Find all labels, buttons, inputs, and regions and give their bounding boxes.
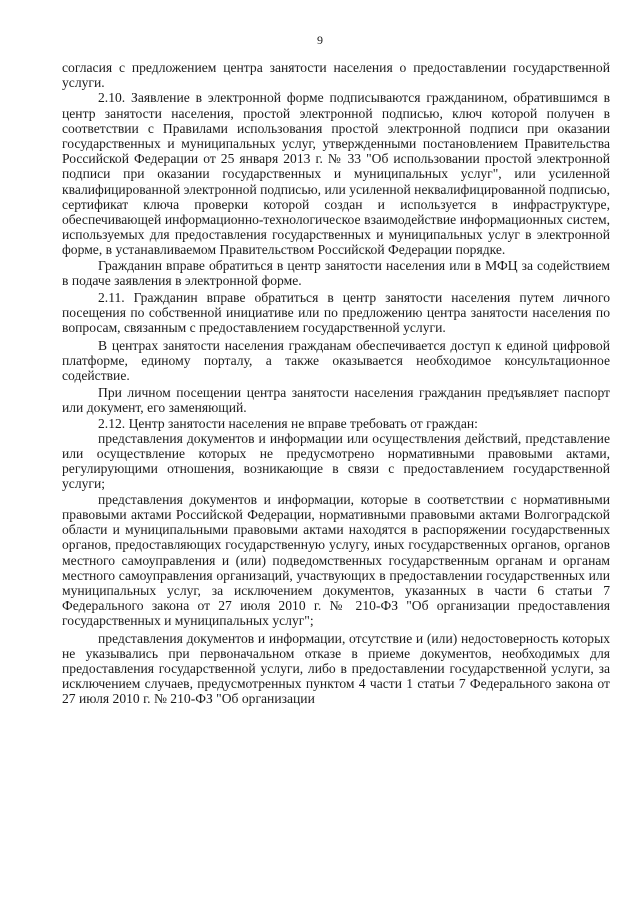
page-number: 9	[317, 33, 323, 47]
paragraph-mfc-assistance: Гражданин вправе обратиться в центр занятости населения или в МФЦ за содействием в подаче заявления в электронной форме.	[62, 257, 610, 288]
list-item-documents-in-possession: представления документов и информации, которые в соответствии с нормативными правовыми актами Российской Федерации, нормативными правовыми актами Волгоградской области и муниципальными правовыми актами находятся в распоряжении государственных органов, предоставляющих государственную услугу, иных государственных органов, органов местного самоуправления и (или) подведомственных государственным органам и органам местного самоуправления организаций, участвующих в предоставлении государственных или муниципальных услуг, за исключением документов, указанных в части 6 статьи 7 Федерального закона от 27 июля 2010 г. № 210-ФЗ "Об организации предоставления государственных и муниципальных услуг";	[62, 491, 610, 629]
paragraph-digital-platform-access: В центрах занятости населения гражданам обеспечивается доступ к единой цифровой платформе, единому порталу, а также оказывается необходимое консультационное содействие.	[62, 337, 610, 384]
list-item-undisclosed-documents: представления документов и информации, отсутствие и (или) недостоверность которых не указывались при первоначальном отказе в приеме документов, необходимых для предоставления государственной услуги, либо в предоставлении государственной услуги, за исключением случаев, предусмотренных пунктом 4 части 1 статьи 7 Федерального закона от 27 июля 2010 г. № 210-ФЗ "Об организации	[62, 630, 610, 707]
list-item-unregulated-documents: представления документов и информации или осуществления действий, представление или осуществление которых не предусмотрено нормативными правовыми актами, регулирующими отношения, возникающие в связи с предоставлением государственной услуги;	[62, 430, 610, 492]
paragraph-2-10: 2.10. Заявление в электронной форме подписываются гражданином, обратившимся в центр занятости населения, простой электронной подписью, ключ которой получен в соответствии с Правилами использования простой электронной подписи при оказании государственных и муниципальных услуг, утвержденными постановлением Правительства Российской Федерации от 25 января 2013 г. № 33 "Об использовании простой электронной подписи при оказании государственных и муниципальных услуг", или усиленной квалифицированной электронной подписью, или усиленной неквалифицированной подписью, сертификат ключа проверки которой создан и используется в инфраструктуре, обеспечивающей информационно-технологическое взаимодействие информационных систем, используемых для предоставления государственных и муниципальных услуг в электронной форме, в устанавливаемом Правительством Российской Федерации порядке.	[62, 90, 610, 258]
paragraph-passport: При личном посещении центра занятости населения гражданин предъявляет паспорт или документ, его заменяющий.	[62, 385, 610, 416]
paragraph-2-11: 2.11. Гражданин вправе обратиться в центр занятости населения путем личного посещения по собственной инициативе или по предложению центра занятости населения по вопросам, связанным с предоставлением государственной услуги.	[62, 290, 610, 336]
paragraph-continuation: согласия с предложением центра занятости населения о предоставлении государственной услуги.	[62, 60, 610, 91]
document-body	[62, 60, 610, 707]
paragraph-2-12: 2.12. Центр занятости населения не вправе требовать от граждан:	[98, 415, 478, 431]
